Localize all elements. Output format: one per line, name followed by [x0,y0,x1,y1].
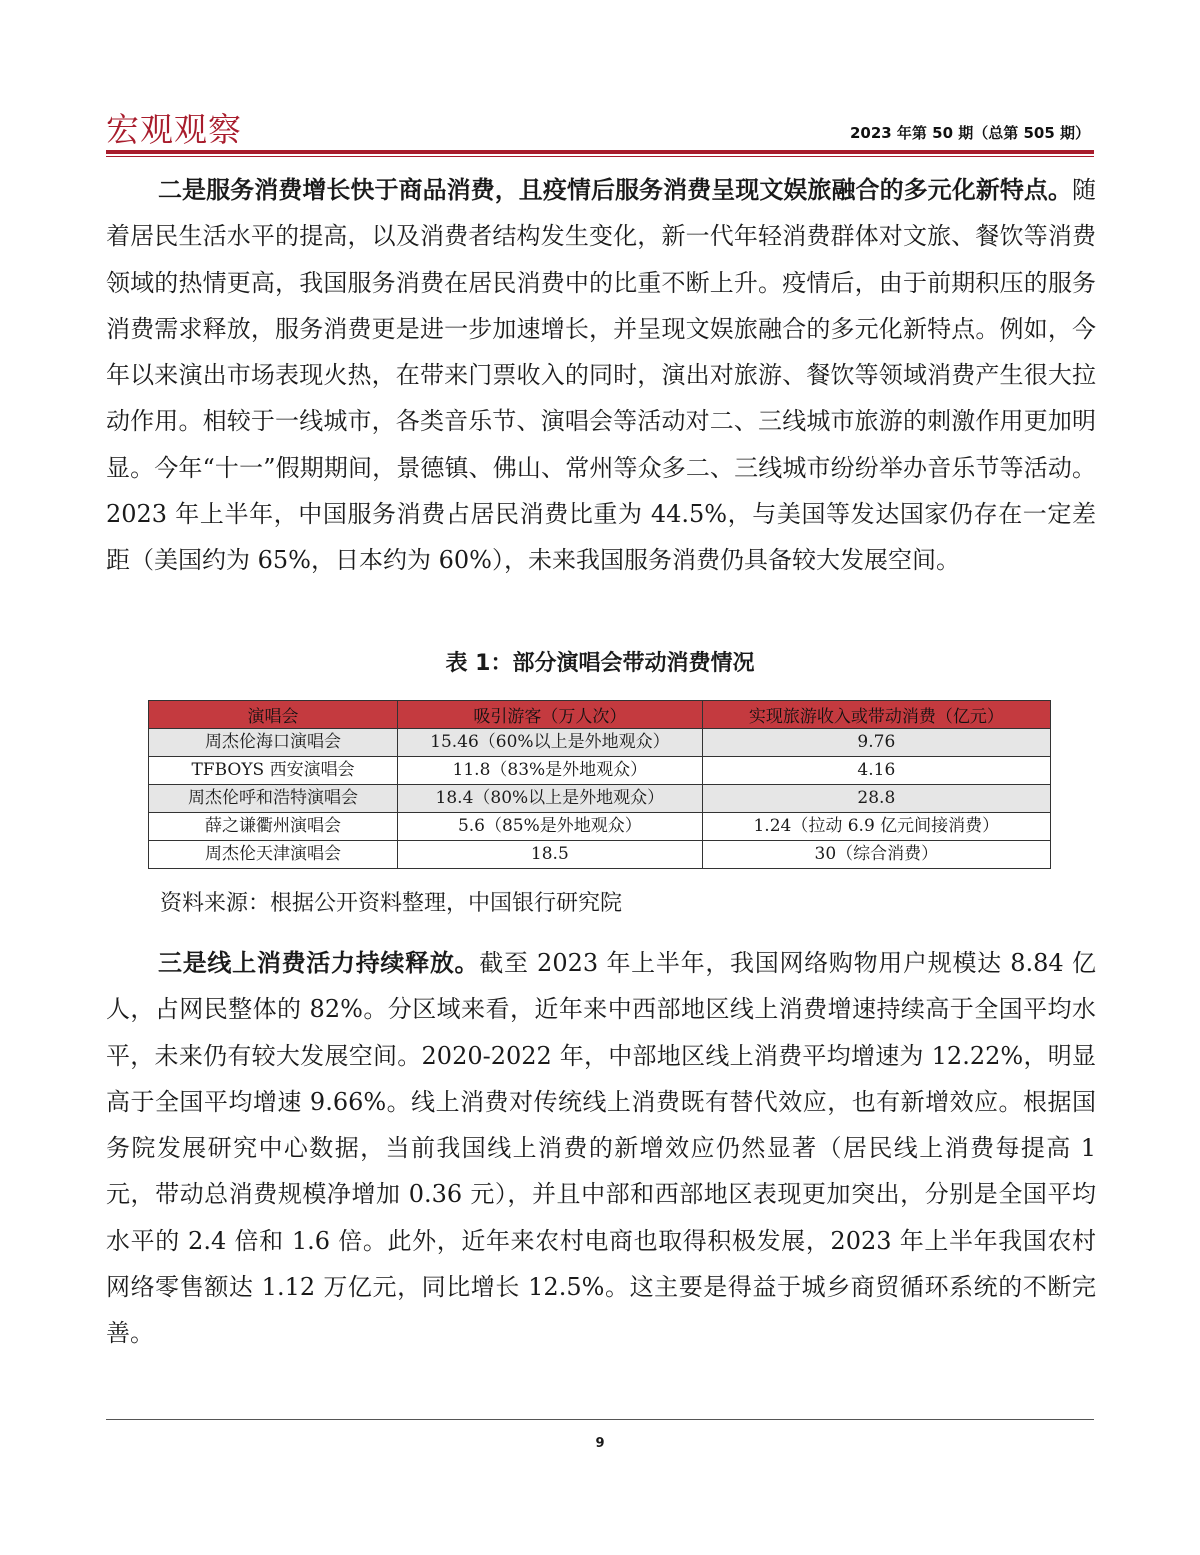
table-cell: 4.16 [702,757,1050,785]
page-header [106,100,1094,156]
table-cell: 28.8 [702,785,1050,813]
table-cell: 周杰伦天津演唱会 [149,841,398,869]
table-header-row [149,701,1051,729]
table-cell: 18.4（80%以上是外地观众） [398,785,703,813]
table-header-cell: 吸引游客（万人次） [398,701,703,729]
table-row [149,729,1051,757]
page-number: 9 [595,1436,605,1451]
table-row [149,757,1051,785]
table-row [149,813,1051,841]
issue-number: 2023 年第 50 期（总第 505 期） [849,124,1090,142]
footer-rule [106,1419,1094,1420]
table-cell: 15.46（60%以上是外地观众） [398,729,703,757]
table-cell: 薛之谦衢州演唱会 [149,813,398,841]
paragraph-body: 随着居民生活水平的提高，以及消费者结构发生变化，新一代年轻消费群体对文旅、餐饮等消费领域的热情更高，我国服务消费在居民消费中的比重不断上升。疫情后，由于前期积压的服务消费需求释放，服务消费更是进一步加速增长，并呈现文娱旅融合的多元化新特点。例如，今年以来演出市场表现火热，在带来门票收入的同时，演出对旅游、餐饮等领域消费产生很大拉动作用。相较于一线城市，各类音乐节、演唱会等活动对二、三线城市旅游的刺激作用更加明显。今年“十一”假期期间，景德镇、佛山、常州等众多二、三线城市纷纷举办音乐节等活动。2023 年上半年，中国服务消费占居民消费比重为 44.5%，与美国等发达国家仍存在一定差距（美国约为 65%，日本约为 60%），未来我国服务消费仍具备较大发展空间。 [106,176,1096,575]
table-header-cell: 演唱会 [149,701,398,729]
header-rule-thin [106,156,1094,157]
table-title: 表 1：部分演唱会带动消费情况 [445,651,755,676]
table-header-cell: 实现旅游收入或带动消费（亿元） [702,701,1050,729]
table-cell: 9.76 [702,729,1050,757]
table-cell: 1.24（拉动 6.9 亿元间接消费） [702,813,1050,841]
table-cell: 30（综合消费） [702,841,1050,869]
table-cell: TFBOYS 西安演唱会 [149,757,398,785]
table-cell: 18.5 [398,841,703,869]
table-cell: 周杰伦海口演唱会 [149,729,398,757]
paragraph-lead: 二是服务消费增长快于商品消费，且疫情后服务消费呈现文娱旅融合的多元化新特点。 [158,176,1072,204]
publication-brand: 宏观观察 [106,110,242,149]
table-source-note: 资料来源：根据公开资料整理，中国银行研究院 [160,891,623,916]
table-cell: 5.6（85%是外地观众） [398,813,703,841]
paragraph-lead: 三是线上消费活力持续释放。 [158,949,480,977]
header-rule-thick [106,150,1094,154]
paragraph-service-consumption [106,167,1096,584]
paragraph-online-consumption [106,940,1096,1357]
concert-consumption-table [148,700,1051,869]
paragraph-body: 截至 2023 年上半年，我国网络购物用户规模达 8.84 亿人，占网民整体的 82%。分区域来看，近年来中西部地区线上消费增速持续高于全国平均水平，未来仍有较大发展空间。2020-2022 年，中部地区线上消费平均增速为 12.22%，明显高于全国平均增速 9.66%。线上消费对传统线上消费既有替代效应，也有新增效应。根据国务院发展研究中心数据，当前我国线上消费的新增效应仍然显著（居民线上消费每提高 1 元，带动总消费规模净增加 0.36 元），并且中部和西部地区表现更加突出，分别是全国平均水平的 2.4 倍和 1.6 倍。此外，近年来农村电商也取得积极发展，2023 年上半年我国农村网络零售额达 1.12 万亿元，同比增长 12.5%。这主要是得益于城乡商贸循环系统的不断完善。 [106,949,1097,1348]
table-row [149,785,1051,813]
table-cell: 周杰伦呼和浩特演唱会 [149,785,398,813]
table-cell: 11.8（83%是外地观众） [398,757,703,785]
table-row [149,841,1051,869]
